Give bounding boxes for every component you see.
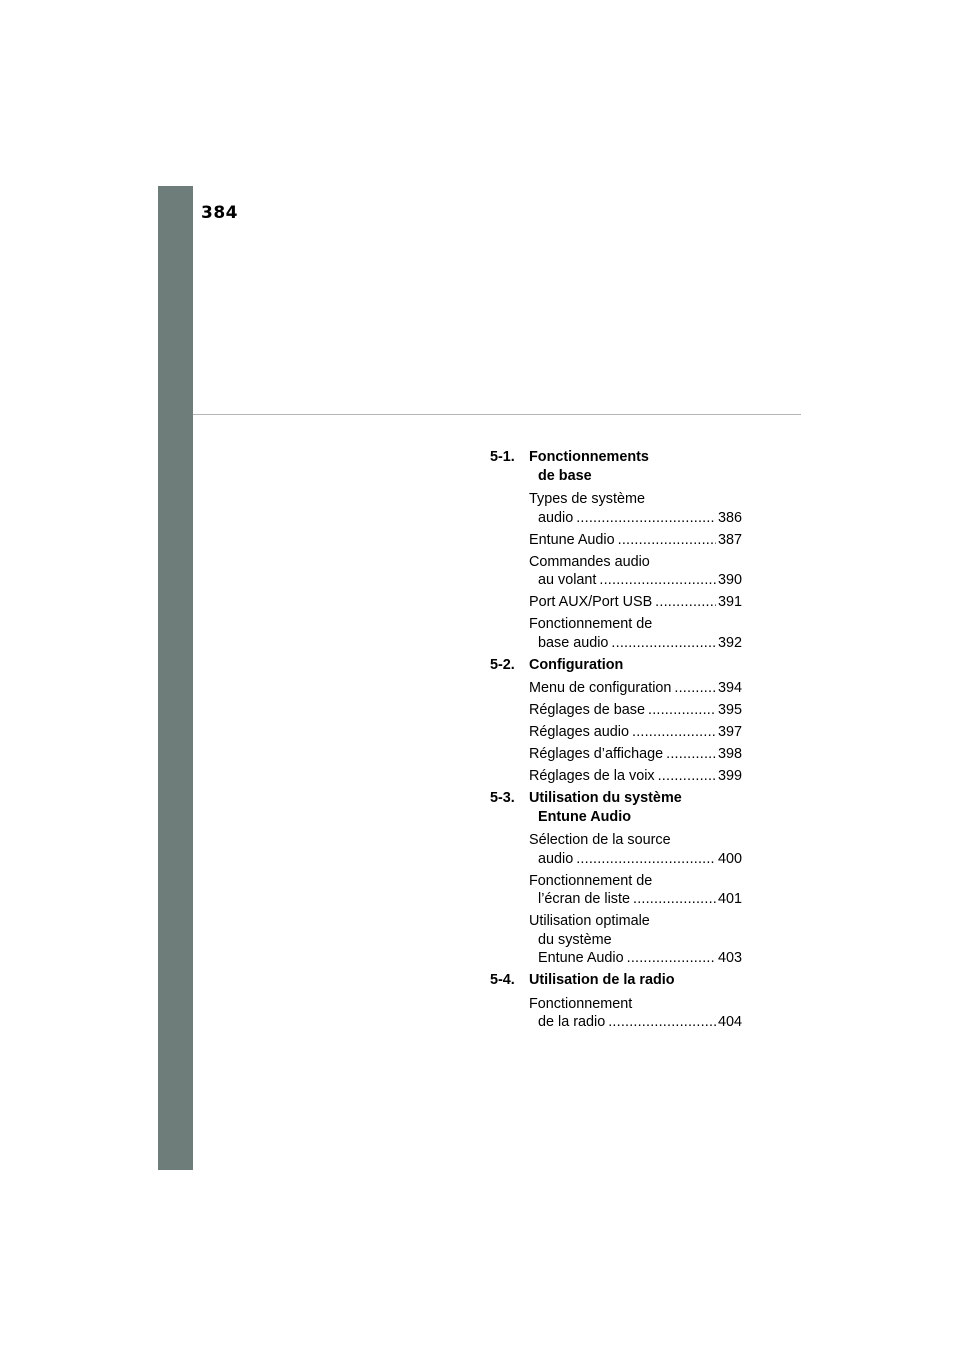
toc-entry[interactable] [490, 593, 742, 612]
toc-entry-page-number: 390 [717, 572, 742, 588]
toc-entry-page-number: 403 [717, 950, 742, 966]
toc-entry-text: Réglages audio [529, 724, 630, 740]
toc-entry-text: Fonctionnement [529, 995, 633, 1012]
toc-entry-leader-row [529, 571, 742, 590]
toc-entry[interactable] [490, 553, 742, 590]
toc-entry-text: Entune Audio [529, 531, 615, 548]
toc-dot-leader [618, 531, 716, 550]
toc-section-heading [490, 789, 742, 826]
toc-entry[interactable] [490, 615, 742, 652]
toc-entry[interactable] [490, 723, 742, 742]
toc-entry-text: Entune Audio [538, 950, 624, 966]
toc-entry-text: du système [538, 931, 612, 948]
toc-entry-leader-row [529, 701, 742, 720]
toc-section-group [490, 971, 742, 1032]
toc-section-title-line: de base [538, 467, 592, 484]
toc-entry-leader-row [529, 745, 742, 764]
table-of-contents [490, 448, 742, 1035]
toc-entry[interactable] [490, 701, 742, 720]
toc-section-title [529, 971, 675, 990]
header-divider [193, 414, 801, 415]
chapter-side-band [158, 186, 193, 1170]
toc-entry-text: base audio [538, 634, 609, 651]
toc-entry-page-number: 386 [717, 509, 742, 526]
toc-entry-leader-row [529, 723, 742, 742]
toc-section-heading [490, 656, 742, 675]
toc-entry-page-number: 392 [717, 634, 742, 651]
toc-entry-leader-row [529, 767, 742, 786]
toc-section-number: 5-1. [490, 449, 515, 465]
toc-entry-text: Réglages de base [529, 702, 646, 718]
toc-section-title-line: Entune Audio [538, 808, 631, 825]
toc-entry[interactable] [490, 995, 742, 1032]
toc-entry[interactable] [490, 831, 742, 868]
toc-section-title [529, 789, 682, 826]
toc-section-title [529, 656, 623, 675]
toc-dot-leader [611, 634, 716, 653]
toc-dot-leader [576, 509, 716, 528]
toc-entry-page-number: 401 [717, 891, 742, 907]
toc-entry-text: Utilisation optimale [529, 913, 650, 929]
toc-dot-leader [658, 767, 716, 786]
toc-entry-page-number: 400 [717, 850, 742, 867]
toc-entry[interactable] [490, 912, 742, 968]
toc-entry-leader-row [529, 1013, 742, 1032]
toc-entry-text: audio [538, 509, 574, 526]
toc-dot-leader [674, 679, 716, 698]
toc-entry-page-number: 391 [717, 594, 742, 610]
toc-section-number: 5-2. [490, 656, 515, 673]
toc-entry-text: au volant [538, 572, 597, 588]
toc-entry-page-number: 399 [717, 768, 742, 784]
toc-section-title-line: Utilisation du système [529, 790, 682, 806]
toc-section-group [490, 448, 742, 652]
toc-entry-page-number: 395 [717, 702, 742, 718]
toc-entry-leader-row [529, 531, 742, 550]
toc-entry-text: audio [538, 850, 574, 867]
toc-entry-page-number: 398 [717, 746, 742, 762]
toc-section-title [529, 448, 649, 485]
toc-dot-leader [666, 745, 716, 764]
toc-entry-leader-row [529, 949, 742, 968]
toc-section-title-line: Configuration [529, 656, 624, 673]
toc-entry-page-number: 394 [717, 680, 742, 696]
toc-entry-text: Réglages d’affichage [529, 746, 664, 762]
toc-entry-leader-row [529, 890, 742, 909]
toc-dot-leader [655, 593, 716, 612]
toc-entry[interactable] [490, 767, 742, 786]
toc-entry-text: Réglages de la voix [529, 768, 655, 784]
toc-entry[interactable] [490, 679, 742, 698]
toc-entry-text: Fonctionnement de [529, 616, 653, 632]
toc-entry-leader-row [529, 634, 742, 653]
toc-entry-text: Types de système [529, 491, 645, 507]
toc-entry-text: Sélection de la source [529, 832, 671, 848]
toc-section-group [490, 656, 742, 786]
toc-entry-text: Commandes audio [529, 553, 650, 570]
toc-entry[interactable] [490, 531, 742, 550]
toc-entry-text: l’écran de liste [538, 891, 630, 907]
page-number: 384 [201, 203, 238, 223]
toc-dot-leader [632, 723, 716, 742]
toc-entry-leader-row [529, 850, 742, 869]
toc-entry-text: Fonctionnement de [529, 872, 653, 889]
toc-section-title-line: Fonctionnements [529, 449, 649, 465]
toc-entry-page-number: 397 [717, 724, 742, 740]
toc-dot-leader [599, 571, 716, 590]
toc-section-number: 5-3. [490, 790, 515, 806]
toc-entry-text: de la radio [538, 1014, 606, 1030]
toc-entry-page-number: 404 [717, 1014, 742, 1030]
toc-entry[interactable] [490, 745, 742, 764]
toc-section-title-line: Utilisation de la radio [529, 972, 675, 988]
toc-entry[interactable] [490, 490, 742, 527]
toc-dot-leader [627, 949, 716, 968]
toc-entry-text: Menu de configuration [529, 680, 672, 696]
toc-entry-leader-row [529, 593, 742, 612]
toc-dot-leader [648, 701, 716, 720]
toc-dot-leader [576, 850, 716, 869]
toc-dot-leader [608, 1013, 716, 1032]
toc-section-group [490, 789, 742, 968]
toc-entry-leader-row [529, 679, 742, 698]
toc-entry-text: Port AUX/Port USB [529, 594, 653, 610]
toc-entry[interactable] [490, 872, 742, 909]
toc-dot-leader [633, 890, 716, 909]
toc-entry-leader-row [529, 509, 742, 528]
toc-section-number: 5-4. [490, 972, 515, 988]
toc-section-heading [490, 448, 742, 485]
toc-section-heading [490, 971, 742, 990]
toc-entry-page-number: 387 [717, 531, 742, 548]
